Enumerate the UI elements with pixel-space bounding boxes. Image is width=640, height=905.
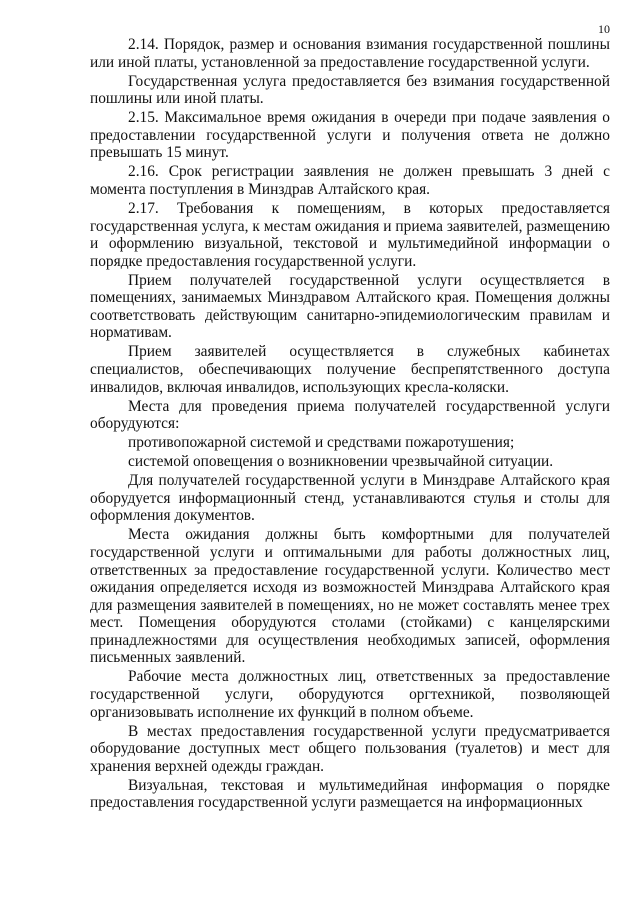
paragraph: Рабочие места должностных лиц, ответственных за предоставление государственной услуги, оборудуются оргтехникой, позволяющей организовывать исполнение их функций в полном объеме.	[90, 668, 610, 721]
paragraph-2-15: 2.15. Максимальное время ожидания в очереди при подаче заявления о предоставлении государственной услуги и получения ответа не должно превышать 15 минут.	[90, 109, 610, 162]
paragraph: Визуальная, текстовая и мультимедийная информация о порядке предоставления государственной услуги размещается на информационных	[90, 776, 610, 812]
paragraph-2-17: 2.17. Требования к помещениям, в которых предоставляется государственная услуга, к местам ожидания и приема заявителей, размещению и оформлению визуальной, текстовой и мультимедийной информации о порядке предоставления государственной услуги.	[90, 199, 610, 270]
paragraph: В местах предоставления государственной услуги предусматривается оборудование доступных мест общего пользования (туалетов) и мест для хранения верхней одежды граждан.	[90, 722, 610, 775]
document-body	[90, 36, 610, 813]
paragraph: Места для проведения приема получателей государственной услуги оборудуются:	[90, 397, 610, 433]
list-item: системой оповещения о возникновении чрезвычайной ситуации.	[128, 453, 554, 471]
paragraph-2-16: 2.16. Срок регистрации заявления не должен превышать 3 дней с момента поступления в Минздрав Алтайского края.	[90, 163, 610, 198]
paragraph: Прием получателей государственной услуги осуществляется в помещениях, занимаемых Минздравом Алтайского края. Помещения должны соответствовать действующим санитарно-эпидемиологическим правилам и нормативам.	[90, 271, 610, 342]
paragraph: Государственная услуга предоставляется без взимания государственной пошлины или иной платы.	[90, 72, 610, 108]
paragraph-2-14: 2.14. Порядок, размер и основания взимания государственной пошлины или иной платы, установленной за предоставление государственной услуги.	[90, 36, 610, 71]
paragraph: Для получателей государственной услуги в Минздраве Алтайского края оборудуется информационный стенд, устанавливаются стулья и столы для оформления документов.	[90, 472, 610, 525]
paragraph: Прием заявителей осуществляется в служебных кабинетах специалистов, обеспечивающих получение беспрепятственного доступа инвалидов, включая инвалидов, использующих кресла-коляски.	[90, 343, 610, 396]
list-item: противопожарной системой и средствами пожаротушения;	[128, 434, 515, 452]
page-number: 10	[598, 22, 610, 36]
paragraph: Места ожидания должны быть комфортными для получателей государственной услуги и оптимальными для работы должностных лиц, ответственных за предоставление государственной услуги. Количество мест ожидания определяется исходя из возможностей Минздрава Алтайского края для размещения заявителей в помещениях, но не может составлять менее трех мест. Помещения оборудуются столами (стойками) с канцелярскими принадлежностями для осуществления необходимых записей, оформления письменных заявлений.	[90, 526, 610, 667]
